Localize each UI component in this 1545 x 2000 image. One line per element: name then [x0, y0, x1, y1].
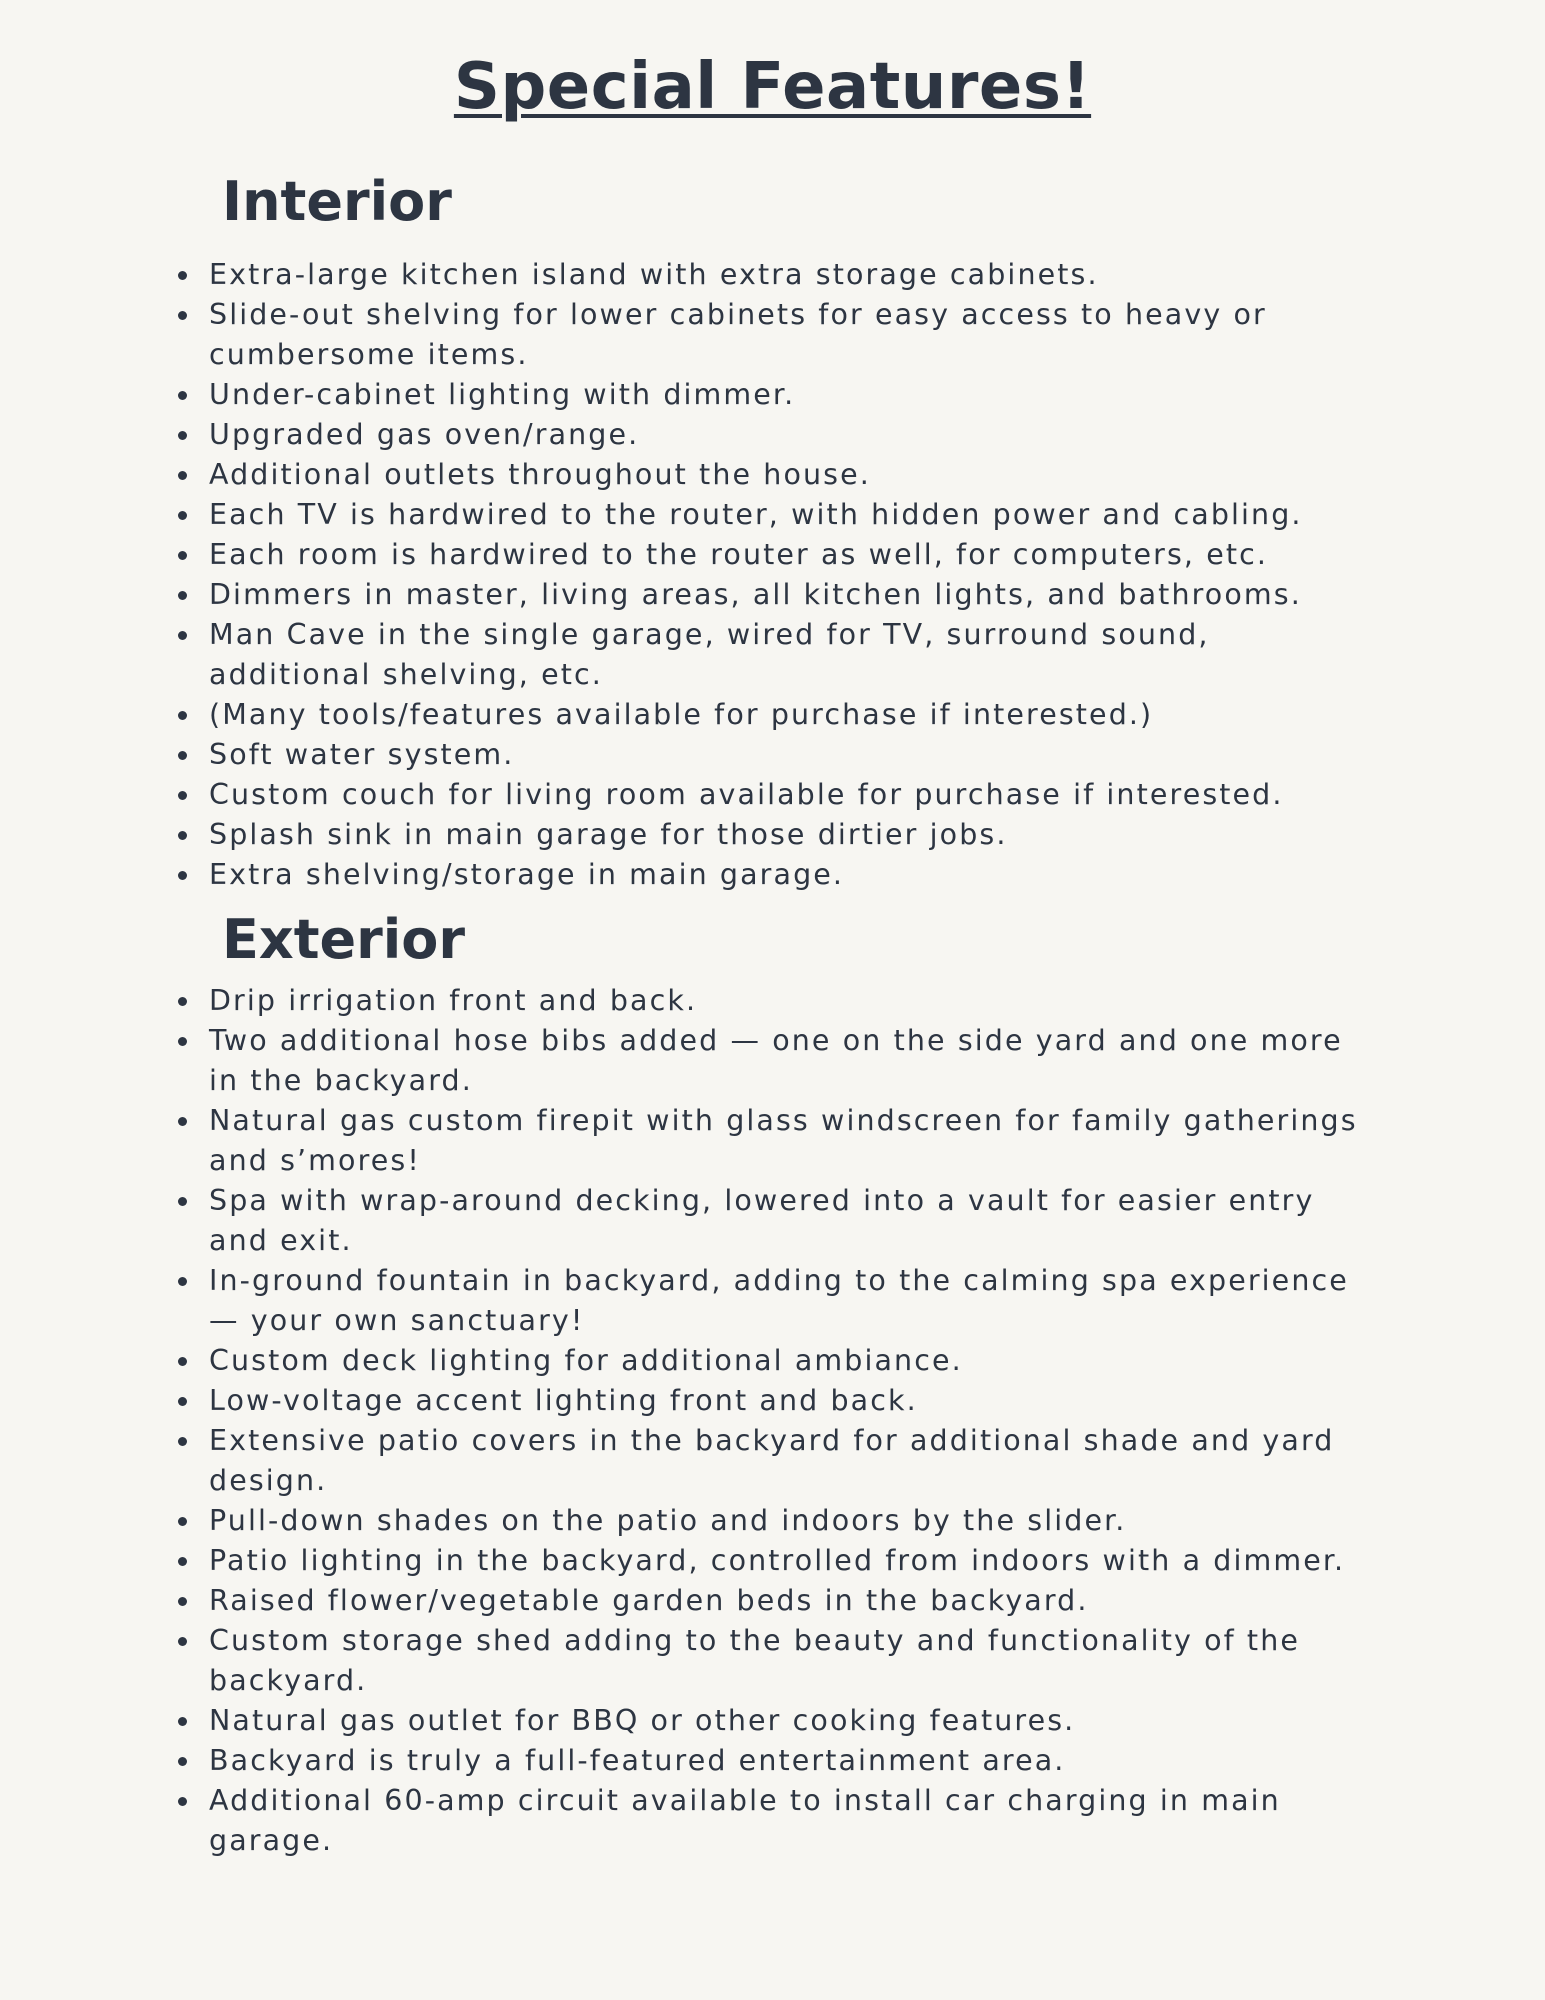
list-item-text: Drip irrigation front and back.: [209, 984, 698, 1017]
list-item: [0, 1781, 1545, 1861]
bullet-icon: [178, 831, 187, 840]
list-item: [0, 1501, 1545, 1541]
list-item: [0, 615, 1545, 695]
list-item: [0, 1181, 1545, 1261]
bullet-icon: [178, 1517, 187, 1526]
bullet-icon: [178, 1797, 187, 1806]
bullet-icon: [178, 791, 187, 800]
page-title: Special Features!: [453, 50, 1092, 124]
bullet-icon: [178, 1717, 187, 1726]
list-item-text: Extensive patio covers in the backyard for additional shade and yard design.: [209, 1424, 1335, 1497]
bullet-icon: [178, 711, 187, 720]
list-item-text: (Many tools/features available for purchase if interested.): [209, 698, 1154, 731]
bullet-icon: [178, 1117, 187, 1126]
list-item-text: Spa with wrap-around decking, lowered into a vault for easier entry and exit.: [209, 1184, 1315, 1257]
bullet-icon: [178, 431, 187, 440]
bullet-icon: [178, 311, 187, 320]
list-item-text: Each room is hardwired to the router as well, for computers, etc.: [209, 538, 1269, 571]
list-item-text: Upgraded gas oven/range.: [209, 418, 640, 451]
list-item: [0, 455, 1545, 495]
bullet-icon: [178, 271, 187, 280]
list-item-text: In-ground fountain in backyard, adding to the calming spa experience — your own sanctuary!: [209, 1264, 1349, 1337]
list-item: [0, 295, 1545, 375]
list-item: [0, 1621, 1545, 1701]
bullet-icon: [178, 1597, 187, 1606]
list-item-text: Extra shelving/storage in main garage.: [209, 858, 845, 891]
list-item-text: Under-cabinet lighting with dimmer.: [209, 378, 796, 411]
list-item: [0, 735, 1545, 775]
list-item: [0, 1381, 1545, 1421]
list-item-text: Natural gas outlet for BBQ or other cooking features.: [209, 1704, 1076, 1737]
bullet-icon: [178, 1557, 187, 1566]
bullet-icon: [178, 511, 187, 520]
list-item-text: Raised flower/vegetable garden beds in the backyard.: [209, 1584, 1089, 1617]
list-item: [0, 1701, 1545, 1741]
list-item: [0, 1581, 1545, 1621]
bullet-icon: [178, 1277, 187, 1286]
list-item-text: Pull-down shades on the patio and indoors by the slider.: [209, 1504, 1127, 1537]
list-item: [0, 255, 1545, 295]
list-item: [0, 1101, 1545, 1181]
bullet-icon: [178, 1757, 187, 1766]
list-item-text: Each TV is hardwired to the router, with hidden power and cabling.: [209, 498, 1303, 531]
bullet-icon: [178, 751, 187, 760]
bullet-icon: [178, 551, 187, 560]
interior-feature-list: [0, 255, 1545, 895]
exterior-feature-list: [0, 981, 1545, 1861]
list-item-text: Backyard is truly a full-featured entertainment area.: [209, 1744, 1066, 1777]
list-item-text: Man Cave in the single garage, wired for TV, surround sound, additional shelving, etc.: [209, 618, 1210, 691]
list-item-text: Custom storage shed adding to the beauty and functionality of the backyard.: [209, 1624, 1300, 1697]
list-item: [0, 495, 1545, 535]
list-item-text: Dimmers in master, living areas, all kitchen lights, and bathrooms.: [209, 578, 1302, 611]
bullet-icon: [178, 1197, 187, 1206]
list-item: [0, 855, 1545, 895]
list-item: [0, 1421, 1545, 1501]
bullet-icon: [178, 631, 187, 640]
list-item-text: Custom deck lighting for additional ambiance.: [209, 1344, 963, 1377]
bullet-icon: [178, 997, 187, 1006]
list-item-text: Custom couch for living room available for purchase if interested.: [209, 778, 1284, 811]
list-item: [0, 1541, 1545, 1581]
list-item: [0, 981, 1545, 1021]
list-item: [0, 575, 1545, 615]
list-item-text: Additional outlets throughout the house.: [209, 458, 871, 491]
list-item: [0, 1741, 1545, 1781]
bullet-icon: [178, 391, 187, 400]
list-item: [0, 415, 1545, 455]
list-item-text: Patio lighting in the backyard, controlled from indoors with a dimmer.: [209, 1544, 1346, 1577]
list-item: [0, 815, 1545, 855]
bullet-icon: [178, 1037, 187, 1046]
bullet-icon: [178, 1637, 187, 1646]
list-item-text: Soft water system.: [209, 738, 515, 771]
list-item-text: Two additional hose bibs added — one on the side yard and one more in the backyard.: [209, 1024, 1343, 1097]
list-item: [0, 1021, 1545, 1101]
list-item: [0, 695, 1545, 735]
list-item: [0, 535, 1545, 575]
list-item-text: Low-voltage accent lighting front and back.: [209, 1384, 918, 1417]
bullet-icon: [178, 1437, 187, 1446]
bullet-icon: [178, 871, 187, 880]
list-item-text: Additional 60-amp circuit available to install car charging in main garage.: [209, 1784, 1281, 1857]
list-item: [0, 1341, 1545, 1381]
bullet-icon: [178, 1397, 187, 1406]
bullet-icon: [178, 471, 187, 480]
list-item: [0, 775, 1545, 815]
exterior-heading: Exterior: [222, 908, 466, 971]
bullet-icon: [178, 1357, 187, 1366]
list-item-text: Extra-large kitchen island with extra storage cabinets.: [209, 258, 1099, 291]
interior-heading: Interior: [222, 170, 452, 233]
list-item: [0, 375, 1545, 415]
list-item: [0, 1261, 1545, 1341]
list-item-text: Slide-out shelving for lower cabinets for easy access to heavy or cumbersome items.: [209, 298, 1267, 371]
list-item-text: Natural gas custom firepit with glass windscreen for family gatherings and s’mores!: [209, 1104, 1358, 1177]
bullet-icon: [178, 591, 187, 600]
list-item-text: Splash sink in main garage for those dirtier jobs.: [209, 818, 1008, 851]
